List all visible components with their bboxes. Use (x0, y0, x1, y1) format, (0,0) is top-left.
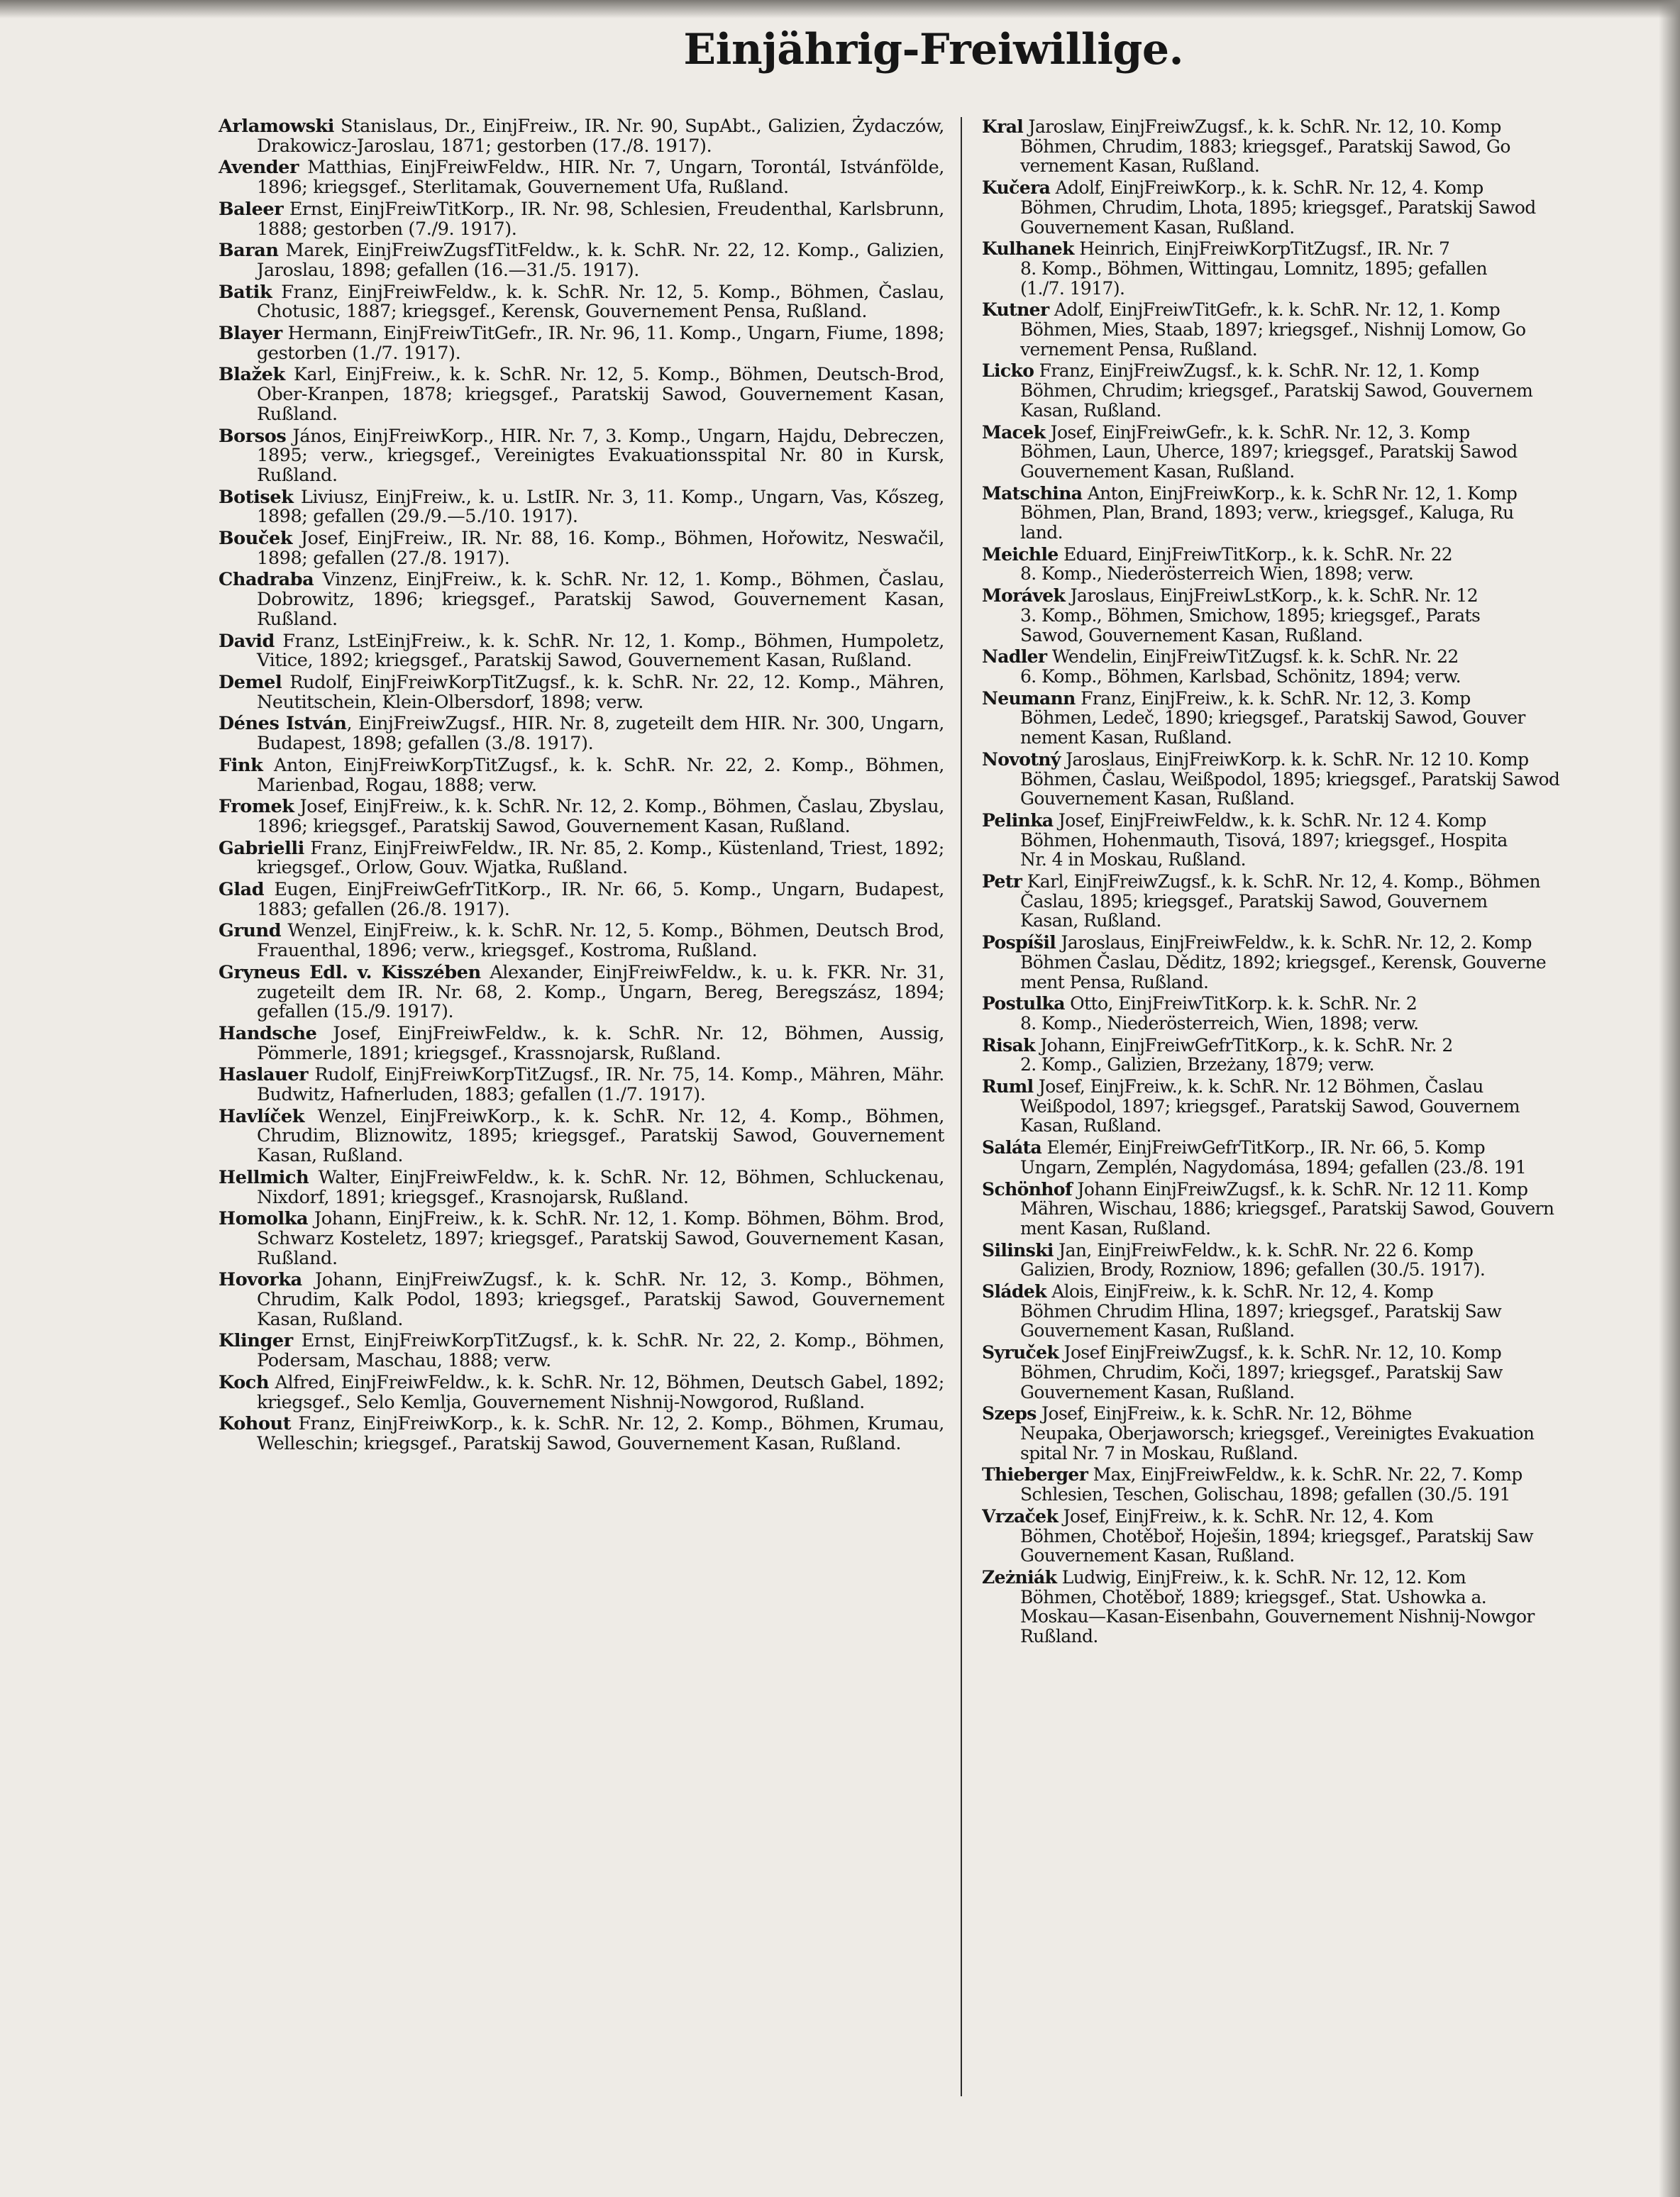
entry-details: vernement Pensa, Rußland. (1020, 338, 1258, 360)
entry-surname: Macek (982, 421, 1046, 443)
list-item (219, 200, 944, 239)
entry-surname: Hovorka (219, 1269, 302, 1291)
list-item (219, 839, 944, 878)
entry-line (982, 320, 1677, 340)
entry-line (982, 892, 1677, 912)
entry-line (982, 340, 1677, 360)
entry-surname: Kučera (982, 177, 1051, 199)
entry-details: Franz, EinjFreiw., k. k. SchR. Nr. 12, 3. Komp (1075, 687, 1471, 709)
entry-details: Eugen, EinjFreiwGefrTitKorp., IR. Nr. 66, 5. Komp., Ungarn, Budapest, 1883; gefallen (26./8. 1917). (257, 879, 944, 920)
entry-surname: Hellmich (219, 1166, 309, 1188)
entry-details: Karl, EinjFreiw., k. k. SchR. Nr. 12, 5. Komp., Böhmen, Deutsch-Brod, Ober-Kranpen, 1878; kriegsgef., Paratskij Sawod, Gouvernement Kasan, Rußland. (257, 364, 944, 425)
entry-details: Franz, EinjFreiwFeldw., IR. Nr. 85, 2. Komp., Küstenland, Triest, 1892; kriegsgef., Orlow, Gouv. Wjatka, Rußland. (257, 837, 944, 879)
entry-line (982, 911, 1677, 931)
entry-details: Kasan, Rußland. (1020, 1115, 1161, 1136)
entry-line (982, 1302, 1677, 1322)
entry-details: Alexander, EinjFreiwFeldw., k. u. k. FKR. Nr. 31, zugeteilt dem IR. Nr. 68, 2. Komp., Ungarn, Bereg, Beregszász, 1894; gefallen (15./9. 1917). (257, 961, 944, 1023)
entry-surname: Szeps (982, 1403, 1037, 1424)
entry-details: Böhmen, Mies, Staab, 1897; kriegsgef., Nishnij Lomow, Go (1020, 319, 1526, 341)
entry-details: 3. Komp., Böhmen, Smichow, 1895; kriegsgef., Parats (1020, 604, 1481, 626)
list-item (219, 283, 944, 322)
entry-surname: Havlíček (219, 1105, 305, 1127)
entry-surname: Fink (219, 754, 263, 776)
list-item (219, 1066, 944, 1105)
list-item (219, 1332, 944, 1371)
entry-line (982, 300, 1677, 320)
entry-details: land. (1020, 522, 1063, 543)
entry-line (982, 1036, 1677, 1056)
entry-details: Rudolf, EinjFreiwKorpTitZugsf., k. k. SchR. Nr. 22, 12. Komp., Mähren, Neutitschein, Klein-Olbersdorf, 1898; verw. (257, 671, 944, 713)
entry-surname: Kulhanek (982, 238, 1074, 260)
entry-details: Rudolf, EinjFreiwKorpTitZugsf., IR. Nr. 75, 14. Komp., Mähren, Mähr. Budwitz, Hafnerluden, 1883; gefallen (1./7. 1917). (257, 1064, 944, 1106)
entry-surname: Batik (219, 281, 272, 303)
entry-surname: Gryneus Edl. v. Kisszében (219, 961, 481, 983)
entry-details: János, EinjFreiwKorp., HIR. Nr. 7, 3. Komp., Ungarn, Hajdu, Debreczen, 1895; verw., kriegsgef., Vereinigtes Evakuationsspital Nr. 80 in Kursk, Rußland. (257, 425, 944, 486)
entry-surname: Saláta (982, 1137, 1042, 1158)
entry-line (982, 831, 1677, 851)
entry-details: Neupaka, Oberjaworsch; kriegsgef., Vereinigtes Evakuation (1020, 1423, 1535, 1444)
entry-details: Franz, LstEinjFreiw., k. k. SchR. Nr. 12, 1. Komp., Böhmen, Humpoletz, Vitice, 1892; kriegsgef., Paratskij Sawod, Gouvernement Kasan, Rußland. (257, 630, 944, 672)
entry-surname: Baran (219, 240, 279, 262)
entry-details: Walter, EinjFreiwFeldw., k. k. SchR. Nr. 12, Böhmen, Schluckenau, Nixdorf, 1891; kriegsgef., Krasnojarsk, Rußland. (257, 1166, 944, 1208)
entry-details: Elemér, EinjFreiwGefrTitKorp., IR. Nr. 66, 5. Komp (1041, 1137, 1486, 1158)
list-item (219, 673, 944, 712)
entry-details: Rußland. (1020, 1626, 1098, 1647)
entry-line (982, 1607, 1677, 1627)
entry-surname: Syruček (982, 1342, 1059, 1363)
entry-line (982, 647, 1677, 667)
entry-details: Karl, EinjFreiwZugsf., k. k. SchR. Nr. 12, 4. Komp., Böhmen (1022, 871, 1541, 892)
entry-details: Schlesien, Teschen, Golischau, 1898; gefallen (30./5. 191 (1020, 1484, 1510, 1505)
list-item (219, 427, 944, 486)
entry-details: Franz, EinjFreiwFeldw., k. k. SchR. Nr. 12, 5. Komp., Böhmen, Časlau, Chotusic, 1887; kriegsgef., Kerensk, Gouvernement Pensa, Rußland. (257, 281, 944, 323)
entry-details: Böhmen, Hohenmauth, Tisová, 1897; kriegsgef., Hospita (1020, 829, 1508, 851)
list-item (219, 632, 944, 671)
entry-details: Josef, EinjFreiw., k. k. SchR. Nr. 12, Böhme (1036, 1403, 1412, 1424)
entry-details: Josef, EinjFreiw., k. k. SchR. Nr. 12, 4. Kom (1058, 1505, 1434, 1527)
list-item (982, 423, 1677, 482)
entry-details: Josef, EinjFreiw., k. k. SchR. Nr. 12 Böhmen, Časlau (1033, 1076, 1483, 1097)
entry-details: Böhmen, Ledeč, 1890; kriegsgef., Paratskij Sawod, Gouver (1020, 707, 1525, 729)
entry-line (982, 1527, 1677, 1546)
entry-line (982, 1507, 1677, 1527)
entry-line (982, 1568, 1677, 1588)
entry-details: 8. Komp., Niederösterreich Wien, 1898; verw. (1020, 563, 1414, 585)
entry-surname: Koch (219, 1371, 270, 1393)
entry-details: Gouvernement Kasan, Rußland. (1020, 788, 1295, 809)
entry-surname: Blažek (219, 364, 285, 386)
entry-line (982, 1241, 1677, 1261)
entry-line (982, 503, 1677, 523)
entry-surname: Botisek (219, 486, 294, 508)
entry-details: Josef EinjFreiwZugsf., k. k. SchR. Nr. 12, 10. Komp (1059, 1342, 1502, 1363)
entry-details: Jaroslaus, EinjFreiwFeldw., k. k. SchR. Nr. 12, 2. Komp (1056, 932, 1532, 953)
entry-line (982, 1260, 1677, 1280)
entry-details: Gouvernement Kasan, Rußland. (1020, 216, 1295, 238)
entry-surname: Kral (982, 117, 1024, 137)
entry-line (982, 523, 1677, 543)
scan-top-shadow (0, 0, 1680, 18)
entry-surname: Matschina (982, 482, 1083, 504)
list-item (219, 756, 944, 795)
entry-details: Marek, EinjFreiwZugsfTitFeldw., k. k. SchR. Nr. 22, 12. Komp., Galizien, Jaroslau, 1898; gefallen (16.—31./5. 1917). (257, 240, 944, 281)
entry-line (982, 1343, 1677, 1363)
entry-line (982, 156, 1677, 176)
entry-line (982, 994, 1677, 1014)
entry-details: Böhmen, Chrudim; kriegsgef., Paratskij Sawod, Gouvernem (1020, 380, 1533, 402)
list-item (982, 1036, 1677, 1075)
list-item (219, 1415, 944, 1454)
list-item (982, 586, 1677, 645)
entry-line (982, 1424, 1677, 1444)
entry-line (982, 973, 1677, 992)
entry-details: Moskau—Kasan-Eisenbahn, Gouvernement Nishnij-Nowgor (1020, 1606, 1535, 1627)
entry-line (982, 1077, 1677, 1097)
entry-details: Weißpodol, 1897; kriegsgef., Paratskij Sawod, Gouvernem (1020, 1095, 1520, 1117)
entry-surname: Neumann (982, 687, 1076, 709)
entry-line (982, 259, 1677, 279)
entry-details: ment Pensa, Rußland. (1020, 971, 1209, 992)
entry-line (982, 1404, 1677, 1424)
list-item (219, 570, 944, 629)
list-item (982, 484, 1677, 543)
entry-line (982, 770, 1677, 790)
entry-surname: Dénes István (219, 713, 347, 735)
entry-line (982, 1383, 1677, 1402)
entry-line (982, 1138, 1677, 1158)
entry-surname: Glad (219, 879, 265, 901)
entry-surname: Fromek (219, 796, 294, 818)
entry-details: Nr. 4 in Moskau, Rußland. (1020, 849, 1246, 870)
entry-details: , EinjFreiwZugsf., HIR. Nr. 8, zugeteilt dem HIR. Nr. 300, Ungarn, Budapest, 1898; gefallen (3./8. 1917). (257, 713, 944, 755)
entry-line (982, 933, 1677, 953)
right-column (982, 117, 1677, 2188)
entry-surname: Meichle (982, 543, 1059, 565)
entry-details: ment Kasan, Rußland. (1020, 1217, 1211, 1239)
entry-surname: Ruml (982, 1076, 1034, 1097)
entry-surname: Haslauer (219, 1064, 309, 1086)
list-item (219, 324, 944, 363)
entry-line (982, 1097, 1677, 1117)
list-item (982, 545, 1677, 584)
entry-details: Wenzel, EinjFreiwKorp., k. k. SchR. Nr. 12, 4. Komp., Böhmen, Chrudim, Bliznowitz, 1895; kriegsgef., Paratskij Sawod, Gouvernement Kasan, Rußland. (257, 1105, 944, 1167)
entry-details: Kasan, Rußland. (1020, 910, 1161, 931)
entry-details: Gouvernement Kasan, Rußland. (1020, 1381, 1295, 1402)
entry-line (982, 750, 1677, 770)
list-item (219, 488, 944, 527)
list-item (219, 241, 944, 280)
entry-details: Böhmen, Časlau, Weißpodol, 1895; kriegsgef., Paratskij Sawod (1020, 768, 1560, 790)
list-item (982, 1241, 1677, 1280)
entry-details: Hermann, EinjFreiwTitGefr., IR. Nr. 96, 11. Komp., Ungarn, Fiume, 1898; gestorben (1./7. 1917). (257, 323, 944, 364)
entry-surname: Postulka (982, 993, 1065, 1014)
entry-details: Josef, EinjFreiw., IR. Nr. 88, 16. Komp., Böhmen, Hořowitz, Neswačil, 1898; gefallen (27./8. 1917). (257, 528, 944, 569)
entry-details: Otto, EinjFreiwTitKorp. k. k. SchR. Nr. 2 (1064, 993, 1418, 1014)
entry-surname: Bouček (219, 528, 293, 550)
entry-line (982, 1180, 1677, 1200)
entry-line (982, 117, 1677, 137)
list-item (982, 1507, 1677, 1566)
entry-details: Franz, EinjFreiwZugsf., k. k. SchR. Nr. 12, 1. Komp (1034, 360, 1479, 382)
entry-details: Josef, EinjFreiwFeldw., k. k. SchR. Nr. 12 4. Komp (1053, 809, 1486, 831)
list-item (219, 158, 944, 197)
entry-details: Böhmen, Chrudim, 1883; kriegsgef., Paratskij Sawod, Go (1020, 135, 1510, 157)
entry-details: Ernst, EinjFreiwKorpTitZugsf., k. k. SchR. Nr. 22, 2. Komp., Böhmen, Podersam, Maschau, 1888; verw. (257, 1330, 944, 1372)
entry-line (982, 586, 1677, 606)
list-item (219, 922, 944, 961)
entry-details: Max, EinjFreiwFeldw., k. k. SchR. Nr. 22, 7. Komp (1088, 1464, 1522, 1485)
entry-details: spital Nr. 7 in Moskau, Rußland. (1020, 1442, 1298, 1463)
entry-line (982, 689, 1677, 709)
entry-details: Böhmen, Chotěboř, 1889; kriegsgef., Stat. Ushowka a. (1020, 1586, 1487, 1607)
entry-surname: Grund (219, 920, 282, 942)
entry-line (982, 1199, 1677, 1219)
entry-surname: David (219, 630, 275, 652)
list-item (982, 750, 1677, 809)
list-item (219, 1373, 944, 1412)
entry-line (982, 239, 1677, 259)
list-item (982, 1568, 1677, 1647)
entry-line (982, 361, 1677, 381)
entry-details: Gouvernement Kasan, Rußland. (1020, 1320, 1295, 1341)
list-item (982, 239, 1677, 298)
entry-details: Alois, EinjFreiw., k. k. SchR. Nr. 12, 4. Komp (1046, 1281, 1434, 1302)
entry-details: Johann, EinjFreiwZugsf., k. k. SchR. Nr. 12, 3. Komp., Böhmen, Chrudim, Kalk Podol, 1893; kriegsgef., Paratskij Sawod, Gouvernement Kasan, Rußland. (257, 1269, 944, 1330)
list-item (219, 1107, 944, 1166)
entry-line (982, 606, 1677, 626)
entry-details: Alfred, EinjFreiwFeldw., k. k. SchR. Nr. 12, Böhmen, Deutsch Gabel, 1892; kriegsgef., Selo Kemlja, Gouvernement Nishnij-Nowgorod, Rußland. (257, 1371, 944, 1413)
entry-details: Matthias, EinjFreiwFeldw., HIR. Nr. 7, Ungarn, Torontál, Istvánfölde, 1896; kriegsgef., Sterlitamak, Gouvernement Ufa, Rußland. (257, 157, 944, 199)
entry-details: Kasan, Rußland. (1020, 399, 1161, 421)
entry-details: Eduard, EinjFreiwTitKorp., k. k. SchR. Nr. 22 (1058, 543, 1453, 565)
entry-details: Heinrich, EinjFreiwKorpTitZugsf., IR. Nr. 7 (1073, 238, 1450, 260)
entry-details: Johann, EinjFreiwGefrTitKorp., k. k. SchR. Nr. 2 (1034, 1034, 1453, 1056)
entry-surname: Thieberger (982, 1464, 1088, 1485)
entry-details: Böhmen Časlau, Děditz, 1892; kriegsgef., Kerensk, Gouverne (1020, 951, 1547, 973)
list-item (219, 365, 944, 424)
entry-surname: Blayer (219, 323, 282, 345)
entry-surname: Petr (982, 871, 1022, 892)
entry-details: Böhmen, Chrudim, Lhota, 1895; kriegsgef., Paratskij Sawod (1020, 197, 1536, 218)
entry-details: vernement Kasan, Rußland. (1020, 155, 1260, 177)
list-item (219, 880, 944, 919)
entry-surname: Morávek (982, 585, 1066, 607)
entry-details: Ungarn, Zemplén, Nagydomása, 1894; gefallen (23./8. 191 (1020, 1156, 1527, 1178)
list-item (219, 797, 944, 836)
entry-details: Böhmen Chrudim Hlina, 1897; kriegsgef., Paratskij Saw (1020, 1300, 1502, 1322)
entry-surname: Baleer (219, 198, 284, 220)
entry-details: Anton, EinjFreiwKorp., k. k. SchR Nr. 12, 1. Komp (1082, 482, 1518, 504)
entry-details: 2. Komp., Galizien, Brzeżany, 1879; verw. (1020, 1054, 1375, 1075)
left-column (219, 117, 944, 1456)
entry-line (982, 484, 1677, 504)
list-item (219, 1210, 944, 1268)
entry-surname: Homolka (219, 1208, 309, 1230)
list-item (982, 1465, 1677, 1504)
entry-line (982, 953, 1677, 973)
entry-details: Gouvernement Kasan, Rußland. (1020, 460, 1295, 482)
entry-details: Ernst, EinjFreiwTitKorp., IR. Nr. 98, Schlesien, Freudenthal, Karlsbrunn, 1888; gestorben (7./9. 1917). (257, 198, 944, 240)
entry-details: Anton, EinjFreiwKorpTitZugsf., k. k. SchR. Nr. 22, 2. Komp., Böhmen, Marienbad, Rogau, 1888; verw. (257, 754, 944, 796)
entry-surname: Avender (219, 157, 299, 179)
entry-line (982, 1282, 1677, 1302)
entry-surname: Pelinka (982, 809, 1054, 831)
entry-line (982, 626, 1677, 646)
entry-surname: Nadler (982, 646, 1047, 668)
list-item (219, 529, 944, 568)
entry-details: 6. Komp., Böhmen, Karlsbad, Schönitz, 1894; verw. (1020, 665, 1461, 687)
entry-details: Jaroslaus, EinjFreiwLstKorp., k. k. SchR. Nr. 12 (1065, 585, 1479, 607)
entry-surname: Arlamowski (219, 116, 335, 137)
entry-details: Josef, EinjFreiwFeldw., k. k. SchR. Nr. 12, Böhmen, Aussig, Pömmerle, 1891; kriegsgef., Krassnojarsk, Rußland. (257, 1022, 944, 1064)
entry-line (982, 872, 1677, 892)
entry-details: Liviusz, EinjFreiw., k. u. LstIR. Nr. 3, 11. Komp., Ungarn, Vas, Kőszeg, 1898; gefallen (29./9.—5./10. 1917). (257, 486, 944, 528)
entry-line (982, 178, 1677, 198)
list-item (982, 361, 1677, 420)
entry-details: Wendelin, EinjFreiwTitZugsf. k. k. SchR. Nr. 22 (1046, 646, 1459, 668)
entry-details: Sawod, Gouvernement Kasan, Rußland. (1020, 624, 1363, 646)
entry-line (982, 789, 1677, 809)
entry-details: 8. Komp., Böhmen, Wittingau, Lomnitz, 1895; gefallen (1020, 258, 1487, 279)
entry-surname: Vrzaček (982, 1505, 1059, 1527)
entry-details: Josef, EinjFreiw., k. k. SchR. Nr. 12, 2. Komp., Böhmen, Časlau, Zbyslau, 1896; kriegsgef., Paratskij Sawod, Gouvernement Kasan, Rußland. (257, 796, 944, 837)
entry-surname: Silinski (982, 1239, 1054, 1261)
entry-details: Gouvernement Kasan, Rußland. (1020, 1545, 1295, 1566)
list-item (982, 1343, 1677, 1402)
entry-line (982, 667, 1677, 687)
entry-details: Wenzel, EinjFreiw., k. k. SchR. Nr. 12, 5. Komp., Böhmen, Deutsch Brod, Frauenthal, 1896; verw., kriegsgef., Kostroma, Rußland. (257, 920, 944, 962)
entry-surname: Novotný (982, 748, 1061, 770)
entry-line (982, 1014, 1677, 1034)
entry-details: (1./7. 1917). (1020, 277, 1125, 299)
entry-line (982, 1321, 1677, 1341)
entry-surname: Pospíšil (982, 932, 1056, 953)
entry-details: 8. Komp., Niederösterreich, Wien, 1898; verw. (1020, 1012, 1419, 1034)
list-item (982, 1282, 1677, 1341)
list-item (219, 963, 944, 1022)
entry-details: Jaroslaw, EinjFreiwZugsf., k. k. SchR. Nr. 12, 10. Komp (1023, 117, 1501, 137)
entry-surname: Demel (219, 671, 282, 693)
entry-line (982, 1627, 1677, 1647)
entry-details: Jaroslaus, EinjFreiwKorp. k. k. SchR. Nr. 12 10. Komp (1060, 748, 1529, 770)
entry-details: Josef, EinjFreiwGefr., k. k. SchR. Nr. 12, 3. Komp (1045, 421, 1470, 443)
entry-line (982, 1158, 1677, 1178)
entry-details: Adolf, EinjFreiwTitGefr., k. k. SchR. Nr. 12, 1. Komp (1049, 299, 1501, 321)
list-item (982, 872, 1677, 931)
entry-surname: Risak (982, 1034, 1035, 1056)
entry-details: nement Kasan, Rußland. (1020, 727, 1232, 748)
list-item (982, 1138, 1677, 1177)
entry-details: Böhmen, Chotěboř, Hoješin, 1894; kriegsgef., Paratskij Saw (1020, 1525, 1534, 1546)
entry-line (982, 728, 1677, 748)
entry-details: Ludwig, EinjFreiw., k. k. SchR. Nr. 12, 12. Kom (1056, 1566, 1466, 1588)
list-item (982, 933, 1677, 992)
list-item (219, 117, 944, 156)
entry-line (982, 1116, 1677, 1136)
entry-surname: Licko (982, 360, 1034, 382)
entry-surname: Borsos (219, 425, 287, 447)
entry-line (982, 1055, 1677, 1075)
entry-line (982, 442, 1677, 462)
entry-line (982, 423, 1677, 443)
entry-line (982, 279, 1677, 299)
entry-details: Mähren, Wischau, 1886; kriegsgef., Paratskij Sawod, Gouvern (1020, 1198, 1554, 1219)
entry-line (982, 1546, 1677, 1566)
entry-surname: Sládek (982, 1281, 1046, 1302)
list-item (982, 1180, 1677, 1239)
entry-details: Johann EinjFreiwZugsf., k. k. SchR. Nr. 12 11. Komp (1072, 1178, 1528, 1200)
list-item (219, 714, 944, 753)
list-item (219, 1168, 944, 1207)
entry-surname: Zeżniák (982, 1566, 1057, 1588)
entry-details: Adolf, EinjFreiwKorp., k. k. SchR. Nr. 12, 4. Komp (1050, 177, 1483, 199)
entry-details: Jan, EinjFreiwFeldw., k. k. SchR. Nr. 22 6. Komp (1053, 1239, 1474, 1261)
list-item (219, 1024, 944, 1063)
entry-line (982, 1465, 1677, 1485)
entry-details: Stanislaus, Dr., EinjFreiw., IR. Nr. 90, SupAbt., Galizien, Żydaczów, Drakowicz-Jaroslau, 1871; gestorben (17./8. 1917). (257, 116, 944, 157)
page-title: Einjährig-Freiwillige. (683, 25, 1183, 74)
entry-details: Časlau, 1895; kriegsgef., Paratskij Sawod, Gouvernem (1020, 890, 1488, 912)
entry-surname: Schönhof (982, 1178, 1073, 1200)
entry-surname: Klinger (219, 1330, 293, 1352)
entry-surname: Gabrielli (219, 837, 304, 859)
list-item (982, 300, 1677, 359)
list-item (982, 689, 1677, 748)
entry-line (982, 401, 1677, 421)
list-item (219, 1271, 944, 1329)
list-item (982, 811, 1677, 870)
entry-surname: Chadraba (219, 569, 314, 591)
entry-line (982, 811, 1677, 831)
entry-line (982, 198, 1677, 218)
entry-details: Böhmen, Chrudim, Koči, 1897; kriegsgef., Paratskij Saw (1020, 1361, 1503, 1383)
entry-details: Johann, EinjFreiw., k. k. SchR. Nr. 12, 1. Komp. Böhmen, Böhm. Brod, Schwarz Kosteletz, 1897; kriegsgef., Paratskij Sawod, Gouvernement Kasan, Rußland. (257, 1208, 944, 1269)
entry-line (982, 850, 1677, 870)
entry-line (982, 218, 1677, 238)
entry-line (982, 1363, 1677, 1383)
entry-line (982, 564, 1677, 584)
entry-line (982, 1485, 1677, 1505)
entry-line (982, 381, 1677, 401)
list-item (982, 1077, 1677, 1136)
list-item (982, 1404, 1677, 1463)
list-item (982, 647, 1677, 686)
entry-details: Vinzenz, EinjFreiw., k. k. SchR. Nr. 12, 1. Komp., Böhmen, Časlau, Dobrowitz, 1896; kriegsgef., Paratskij Sawod, Gouvernement Kasan, Rußland. (257, 569, 944, 630)
entry-details: Böhmen, Plan, Brand, 1893; verw., kriegsgef., Kaluga, Ru (1020, 502, 1514, 524)
list-item (982, 117, 1677, 176)
entry-details: Galizien, Brody, Rozniow, 1896; gefallen (30./5. 1917). (1020, 1259, 1486, 1280)
entry-surname: Kohout (219, 1413, 292, 1435)
entry-surname: Handsche (219, 1022, 317, 1044)
list-item (982, 994, 1677, 1033)
entry-line (982, 462, 1677, 482)
column-divider (961, 117, 962, 2096)
entry-line (982, 545, 1677, 565)
entry-line (982, 137, 1677, 157)
entry-line (982, 1219, 1677, 1239)
entry-line (982, 708, 1677, 728)
entry-details: Böhmen, Laun, Uherce, 1897; kriegsgef., Paratskij Sawod (1020, 441, 1518, 463)
entry-details: Franz, EinjFreiwKorp., k. k. SchR. Nr. 12, 2. Komp., Böhmen, Krumau, Welleschin; kriegsgef., Paratskij Sawod, Gouvernement Kasan, Rußland. (257, 1413, 944, 1454)
list-item (982, 178, 1677, 237)
entry-line (982, 1588, 1677, 1607)
entry-surname: Kutner (982, 299, 1049, 321)
entry-line (982, 1444, 1677, 1463)
